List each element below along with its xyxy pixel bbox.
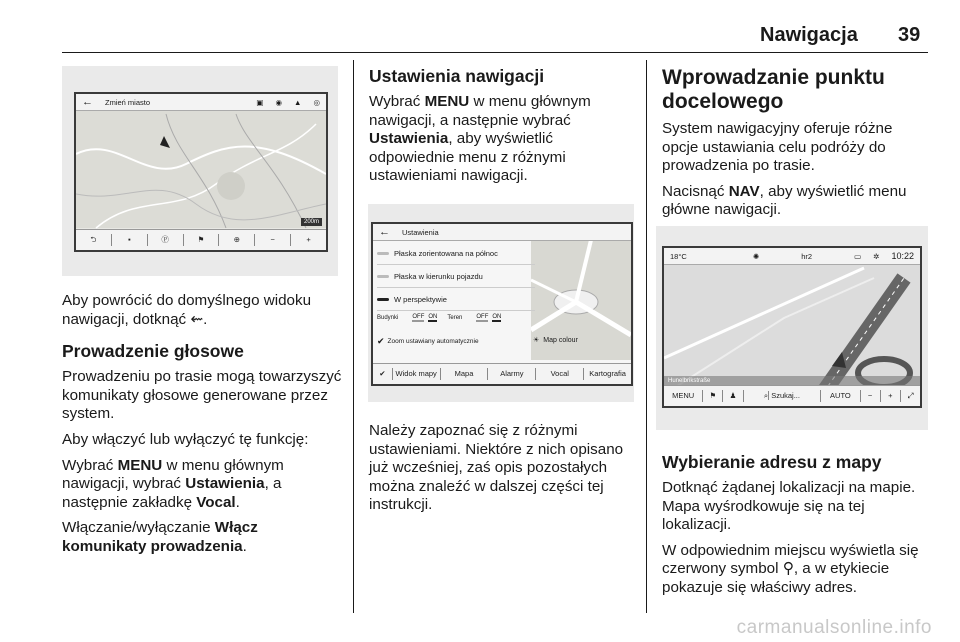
map-address-paragraph-1: Dotknąć żądanej lokalizacji na mapie. Mapa wyśrodkowuje się na tej lokalizacji. <box>662 479 916 534</box>
buildings-off-toggle[interactable]: OFF <box>412 314 425 320</box>
auto-zoom-button[interactable]: AUTO <box>821 390 860 402</box>
checkmark-icon: ✔ <box>377 336 385 346</box>
view-option-perspective[interactable]: W perspektywie <box>377 288 535 311</box>
column-divider-2 <box>646 60 647 613</box>
brightness-icon[interactable]: ✺ <box>752 251 760 261</box>
page-section-title: Nawigacja <box>760 24 858 46</box>
options-icon[interactable]: ◎ <box>313 97 320 107</box>
buildings-label: Budynki <box>377 315 399 321</box>
return-text: Aby powrócić do domyślnego widoku nawigacji, dotknąć <box>62 292 312 328</box>
zoom-in-icon[interactable]: + <box>881 390 901 402</box>
map-scale: 200m <box>301 218 322 226</box>
route-back-icon[interactable]: ⮌ <box>76 234 112 246</box>
map-address-paragraph-2: W odpowiednim miejscu wyświetla się czerwony symbol ⚲, a w etykiecie pokazuje się właściwy adres. <box>662 541 919 596</box>
back-arrow-icon: ⇜ <box>190 310 204 328</box>
nav-button-instruction: Nacisnąć NAV, aby wyświetlić menu główne nawigacji. <box>662 182 907 219</box>
search-icon: ⌕ <box>763 391 769 400</box>
fuel-icon[interactable]: ▪ <box>112 234 148 246</box>
voice-toggle-option: Włączanie/wyłączanie Włącz komunikaty prowadzenia. <box>62 519 258 555</box>
tab-map[interactable]: Mapa <box>441 368 489 380</box>
nav-bottom-bar <box>664 385 920 406</box>
auto-zoom-option[interactable]: ✔ Zoom ustawiany automatycznie <box>377 336 479 346</box>
map-overview-figure <box>62 66 338 276</box>
voice-toggle-steps: Wybrać MENU w menu głównym nawigacji, wybrać Ustawienia, a następnie zakładkę Vocal. <box>62 456 284 511</box>
terrain-on-toggle[interactable]: ON <box>492 314 502 320</box>
watermark: carmanualsonline.info <box>736 617 932 638</box>
zoom-in-icon[interactable]: + <box>306 235 311 244</box>
zoom-out-icon[interactable]: − <box>255 234 291 246</box>
settings-notes-paragraph: Należy zapoznać się z różnymi ustawieniami. Niektóre z nich opisano już wcześniej, zaś opis pozostałych można znaleźć w dalszej części tej instrukcji. <box>369 422 624 514</box>
settings-title: Ustawienia <box>402 227 439 237</box>
nav-status-bar <box>664 248 920 265</box>
radio-off-indicator <box>377 252 389 255</box>
vocal-term: Vocal <box>196 493 236 511</box>
center-icon[interactable]: ⊕ <box>219 234 255 246</box>
radio-on-indicator <box>377 298 389 301</box>
view-option-heading-up[interactable]: Płaska w kierunku pojazdu <box>377 265 535 288</box>
sun-icon: ☀ <box>533 337 540 344</box>
column-2-text-bottom <box>369 422 639 522</box>
buildings-on-toggle[interactable]: ON <box>428 314 438 320</box>
expand-icon[interactable]: ⤢ <box>907 391 914 400</box>
poi-filter-icon[interactable]: ▣ <box>256 97 264 107</box>
settings-top-bar <box>373 224 631 241</box>
navigation-settings-heading: Ustawienia nawigacji <box>369 66 545 86</box>
gear-icon[interactable]: ✲ <box>873 251 880 261</box>
zoom-out-icon[interactable]: − <box>861 390 881 402</box>
nav-term: NAV <box>728 182 760 200</box>
map-top-bar <box>76 94 326 111</box>
voice-guidance-heading: Prowadzenie głosowe <box>62 341 244 362</box>
current-street: Hunelbrikstraße <box>664 376 922 386</box>
change-city-button[interactable]: Zmień miasto <box>105 97 151 107</box>
column-2-text-top <box>369 66 639 193</box>
confirm-check-icon[interactable]: ✔ <box>373 368 393 380</box>
menu-button[interactable]: MENU <box>664 390 703 402</box>
tab-map-view[interactable]: Widok mapy <box>393 368 441 380</box>
return-default-view-paragraph <box>62 292 346 329</box>
column-divider-1 <box>353 60 354 613</box>
settings-term: Ustawienia <box>369 130 449 148</box>
parking-icon[interactable]: Ⓟ <box>148 234 184 246</box>
column-1-text <box>62 292 346 564</box>
tab-cartography[interactable]: Kartografia <box>589 369 626 378</box>
search-button[interactable]: ⌕ Szukaj... <box>744 390 822 402</box>
voice-messages-term: Włącz komunikaty prowadzenia <box>62 519 258 555</box>
terrain-off-toggle[interactable]: OFF <box>476 314 489 320</box>
location-pin-icon: ⚲ <box>782 560 794 578</box>
radio-station: hr2 <box>801 251 813 261</box>
header-divider <box>62 52 928 53</box>
menu-term: MENU <box>117 456 163 474</box>
settings-term: Ustawienia <box>185 475 265 493</box>
flag-icon[interactable]: ⚑ <box>703 390 723 402</box>
navigation-icon[interactable]: ▲ <box>294 97 302 107</box>
column-3-text-bottom <box>662 452 930 605</box>
terrain-label: Teren <box>447 315 463 321</box>
nav-main-screen <box>662 246 922 408</box>
navigation-settings-intro: Wybrać MENU w menu głównym nawigacji, a następnie wybrać Ustawienia, aby wyświetlić odpowiednie menu z różnymi ustawieniami nawigacji. <box>369 93 591 185</box>
page-number: 39 <box>898 24 921 46</box>
map-screen <box>74 92 328 252</box>
map-bottom-bar <box>76 229 326 250</box>
destination-entry-heading: Wprowadzanie punktu docelowego <box>662 66 885 113</box>
return-text-end: . <box>203 310 208 328</box>
car-icon[interactable]: ◉ <box>275 97 283 107</box>
settings-screen <box>371 222 633 386</box>
menu-term: MENU <box>424 93 470 110</box>
radio-off-indicator <box>377 275 389 278</box>
clock: 10:22 <box>891 251 914 261</box>
pedestrian-icon[interactable]: ♟ <box>723 390 743 402</box>
nav-main-figure <box>656 226 928 430</box>
voice-toggle-intro: Aby włączyć lub wyłączyć tę funkcję: <box>62 430 309 448</box>
settings-tab-bar <box>373 363 631 384</box>
settings-figure <box>368 204 634 402</box>
pedestrian-icon[interactable]: ⚑ <box>184 234 220 246</box>
back-arrow-icon[interactable]: ← <box>82 96 93 108</box>
map-address-heading: Wybieranie adresu z mapy <box>662 452 882 472</box>
message-icon[interactable]: ▭ <box>854 251 862 261</box>
tab-alarms[interactable]: Alarmy <box>488 368 536 380</box>
tab-vocal[interactable]: Vocal <box>536 368 584 380</box>
map-colour-option[interactable]: ☀ Map colour <box>533 336 578 344</box>
map-terrain-graphic <box>76 94 326 250</box>
back-arrow-icon[interactable]: ← <box>379 226 390 238</box>
column-3-text-top <box>662 66 930 227</box>
destination-entry-intro: System nawigacyjny oferuje różne opcje ustawiania celu podróży do prowadzenia po trasie. <box>662 120 893 175</box>
view-option-north-up[interactable]: Płaska zorientowana na północ <box>377 242 535 265</box>
voice-guidance-intro: Prowadzeniu po trasie mogą towarzyszyć komunikaty głosowe generowane przez system. <box>62 368 342 423</box>
toggle-row <box>377 314 535 322</box>
temperature-readout: 18°C <box>670 251 687 261</box>
